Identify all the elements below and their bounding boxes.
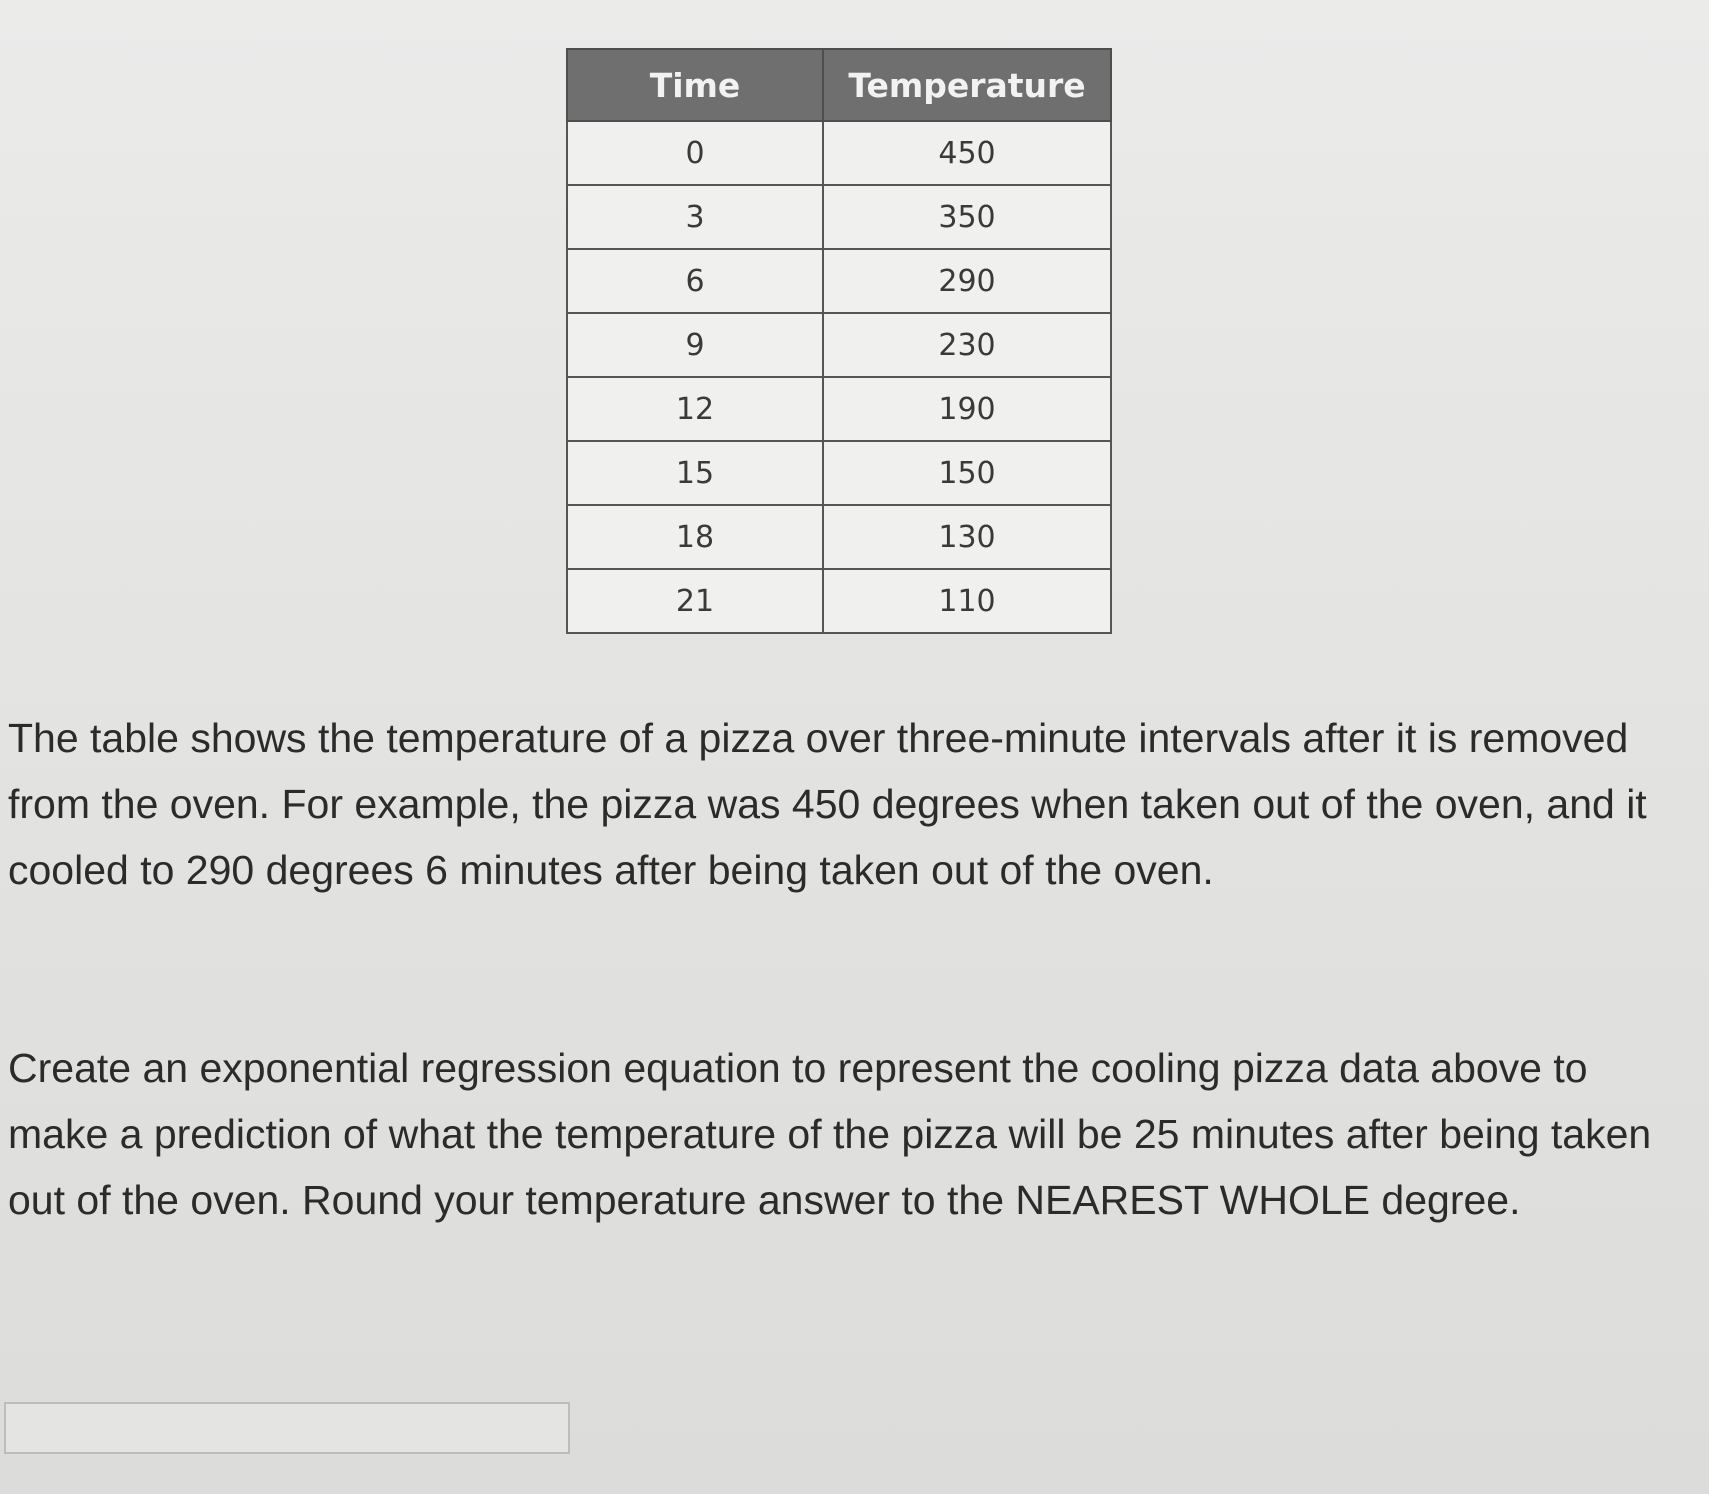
table-header-row (567, 49, 1111, 121)
temperature-cell: 290 (823, 249, 1111, 313)
table-row (567, 313, 1111, 377)
temperature-column-header: Temperature (823, 49, 1111, 121)
time-cell: 3 (567, 185, 823, 249)
question-paragraph-context: The table shows the temperature of a pizza over three-minute intervals after it is removed from the oven. For example, the pizza was 450 degrees when taken out of the oven, and it cooled to 290 degrees 6 minutes after being taken out of the oven. (8, 715, 1647, 893)
temperature-cell: 350 (823, 185, 1111, 249)
table-row (567, 569, 1111, 633)
table-row (567, 377, 1111, 441)
answer-input[interactable] (4, 1402, 570, 1454)
time-cell: 12 (567, 377, 823, 441)
table-row (567, 249, 1111, 313)
temperature-cell: 130 (823, 505, 1111, 569)
time-column-header: Time (567, 49, 823, 121)
temperature-cell: 230 (823, 313, 1111, 377)
time-cell: 15 (567, 441, 823, 505)
table-row (567, 185, 1111, 249)
time-cell: 18 (567, 505, 823, 569)
data-table (566, 48, 1112, 634)
temperature-cell: 190 (823, 377, 1111, 441)
table-row (567, 121, 1111, 185)
temperature-cell: 110 (823, 569, 1111, 633)
temperature-cell: 150 (823, 441, 1111, 505)
table-row (567, 441, 1111, 505)
time-cell: 9 (567, 313, 823, 377)
time-cell: 6 (567, 249, 823, 313)
table-row (567, 505, 1111, 569)
time-cell: 21 (567, 569, 823, 633)
time-cell: 0 (567, 121, 823, 185)
temperature-cell: 450 (823, 121, 1111, 185)
question-paragraph-task: Create an exponential regression equation to represent the cooling pizza data above to make a prediction of what the temperature of the pizza will be 25 minutes after being taken out of the oven. Round your temperature answer to the NEAREST WHOLE degree. (8, 1045, 1652, 1223)
